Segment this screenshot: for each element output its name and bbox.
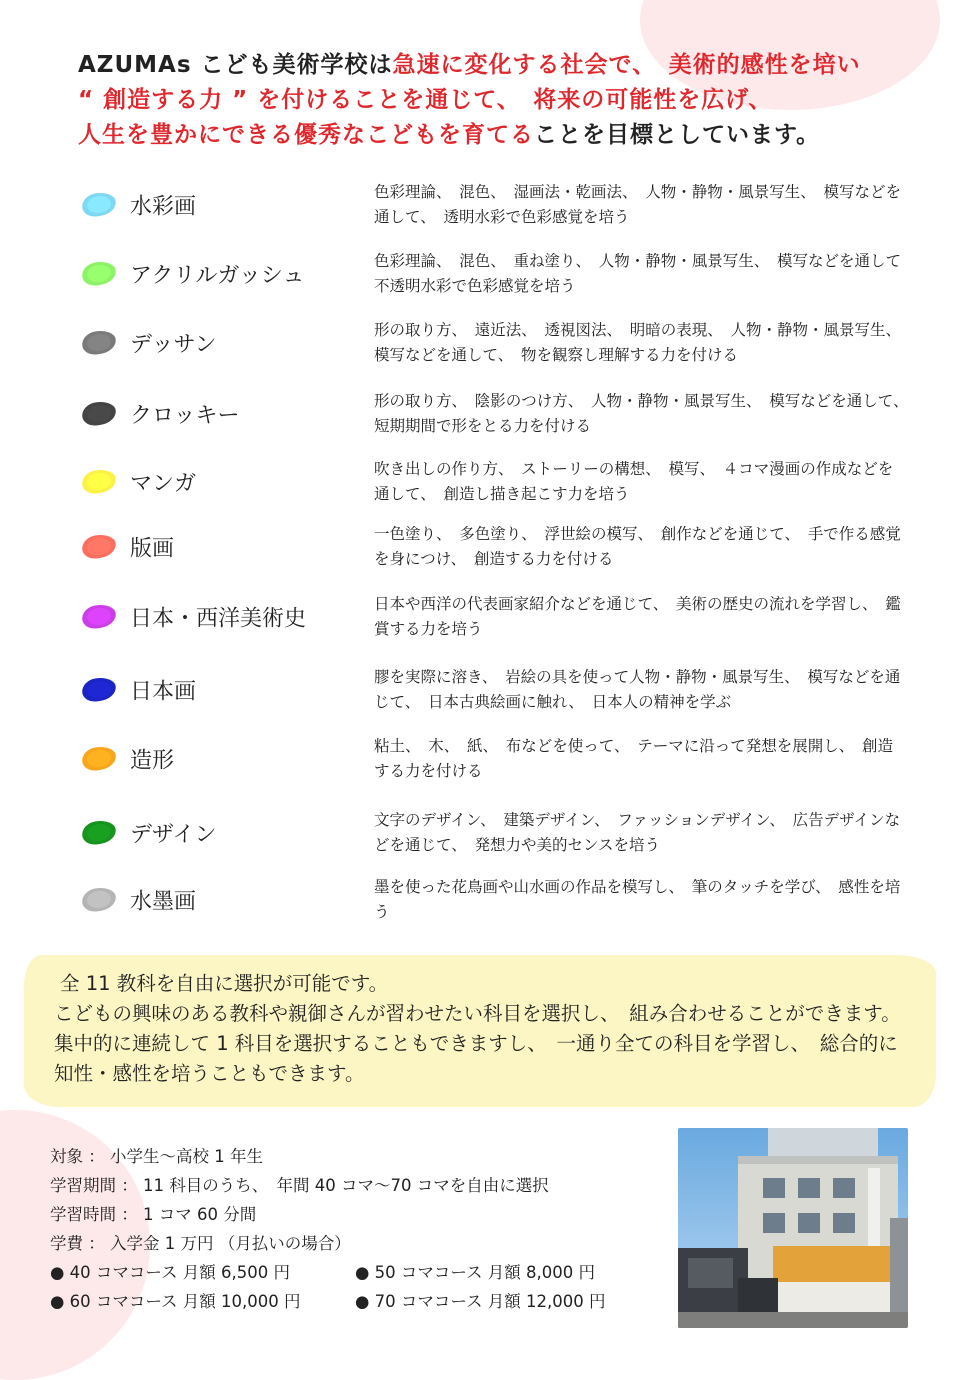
notice-body: こどもの興味のある教科や親御さんが習わせたい科目を選択し、 組み合わせることができます。 集中的に連続して 1 科目を選択することもできますし、 一通り全ての科目を学習し、 総合的に知性・感性を培うこともできます。 bbox=[54, 1002, 911, 1085]
subject-description: 日本や西洋の代表画家紹介などを通じて、 美術の歴史の流れを学習し、 鑑賞する力を培う bbox=[374, 595, 901, 638]
subject-name: デザイン bbox=[130, 822, 217, 848]
paint-swatch-icon bbox=[81, 329, 118, 357]
subject-description: 色彩理論、 混色、 重ね塗り、 人物・静物・風景写生、 模写などを通して不透明水彩で色彩感覚を培う bbox=[374, 252, 902, 295]
subject-row bbox=[80, 172, 910, 238]
subject-description: 墨を使った花鳥画や山水画の作品を模写し、 筆のタッチを学び、 感性を培う bbox=[374, 878, 901, 921]
subject-name: 水彩画 bbox=[130, 194, 197, 220]
paint-swatch-icon bbox=[81, 676, 118, 704]
subject-description: 色彩理論、 混色、 湿画法・乾画法、 人物・静物・風景写生、 模写などを通して、 透明水彩で色彩感覚を培う bbox=[374, 183, 902, 226]
subject-name: 版画 bbox=[130, 536, 175, 562]
headline-highlight-1: 急速に変化する社会で、 美術的感性を培い bbox=[392, 52, 861, 78]
subject-name: デッサン bbox=[130, 332, 217, 358]
info-time: 学習時間 ： 1 コマ 60 分間 bbox=[50, 1205, 257, 1224]
school-building-photo bbox=[678, 1128, 908, 1328]
subject-row bbox=[80, 310, 910, 376]
info-target: 対象 ： 小学生～高校 1 年生 bbox=[50, 1147, 263, 1166]
subject-name: 水墨画 bbox=[130, 889, 197, 915]
subject-row bbox=[80, 800, 910, 866]
subject-description: 吹き出しの作り方、 ストーリーの構想、 模写、 ４コマ漫画の作成などを通して、 創造し描き起こす力を培う bbox=[374, 460, 894, 503]
subject-description: 一色塗り、 多色塗り、 浮世絵の模写、 創作などを通じて、 手で作る感覚を身につけ、 創造する力を付ける bbox=[374, 525, 901, 568]
paint-swatch-icon bbox=[81, 533, 118, 561]
info-period: 学習期間 ： 11 科目のうち、 年間 40 コマ～70 コマを自由に選択 bbox=[50, 1176, 549, 1195]
subject-description: 文字のデザイン、 建築デザイン、 ファッションデザイン、 広告デザインなどを通じて、 発想力や美的センスを培う bbox=[374, 811, 901, 854]
headline-goal: ことを目標としています。 bbox=[534, 122, 821, 148]
notice-box bbox=[24, 955, 936, 1107]
paint-swatch-icon bbox=[81, 886, 118, 914]
subject-description: 形の取り方、 遠近法、 透視図法、 明暗の表現、 人物・静物・風景写生、 模写などを通して、 物を観察し理解する力を付ける bbox=[374, 321, 909, 364]
paint-swatch-icon bbox=[81, 603, 118, 631]
paint-swatch-icon bbox=[81, 400, 118, 428]
subject-name: 日本・西洋美術史 bbox=[130, 606, 307, 632]
subject-row bbox=[80, 726, 910, 792]
subject-description: 膠を実際に溶き、 岩絵の具を使って人物・静物・風景写生、 模写などを通じて、 日本古典絵画に触れ、 日本人の精神を学ぶ bbox=[374, 668, 901, 711]
notice-text bbox=[54, 969, 914, 1089]
subject-row bbox=[80, 449, 910, 515]
course-info bbox=[50, 1142, 670, 1316]
subject-name: マンガ bbox=[130, 471, 197, 497]
subject-name: 日本画 bbox=[130, 679, 197, 705]
info-fee: 学費 ： 入学金 1 万円 （月払いの場合） bbox=[50, 1234, 351, 1253]
subject-description: 粘土、 木、 紙、 布などを使って、 テーマに沿って発想を展開し、 創造する力を付ける bbox=[374, 737, 893, 780]
paint-swatch-icon bbox=[81, 468, 118, 496]
subject-name: 造形 bbox=[130, 748, 175, 774]
headline-school-name: AZUMAs こども美術学校は bbox=[78, 52, 393, 78]
subject-name: アクリルガッシュ bbox=[130, 263, 305, 289]
mission-statement bbox=[78, 48, 938, 153]
course-70: ● 70 コマコース 月額 12,000 円 bbox=[355, 1292, 606, 1311]
course-60: ● 60 コマコース 月額 10,000 円 bbox=[50, 1292, 301, 1311]
notice-headline: 全 11 教科を自由に選択が可能です。 bbox=[60, 972, 389, 995]
course-50: ● 50 コマコース 月額 8,000 円 bbox=[355, 1263, 596, 1282]
subject-row bbox=[80, 381, 917, 447]
subject-row bbox=[80, 514, 910, 580]
headline-highlight-3: 人生を豊かにできる優秀なこどもを育てる bbox=[78, 122, 534, 148]
paint-swatch-icon bbox=[81, 191, 118, 219]
subject-row bbox=[80, 584, 910, 650]
course-40: ● 40 コマコース 月額 6,500 円 bbox=[50, 1263, 291, 1282]
paint-swatch-icon bbox=[81, 260, 118, 288]
subject-name: クロッキー bbox=[130, 403, 240, 429]
subject-row bbox=[80, 241, 910, 307]
subject-description: 形の取り方、 陰影のつけ方、 人物・静物・風景写生、 模写などを通して、 短期期間で形をとる力を付ける bbox=[374, 392, 917, 435]
headline-highlight-2: “ 創造する力 ” を付けることを通じて、 将来の可能性を広げ、 bbox=[78, 87, 773, 113]
paint-swatch-icon bbox=[81, 819, 118, 847]
subject-row bbox=[80, 867, 910, 933]
subject-row bbox=[80, 657, 910, 723]
paint-swatch-icon bbox=[81, 745, 118, 773]
